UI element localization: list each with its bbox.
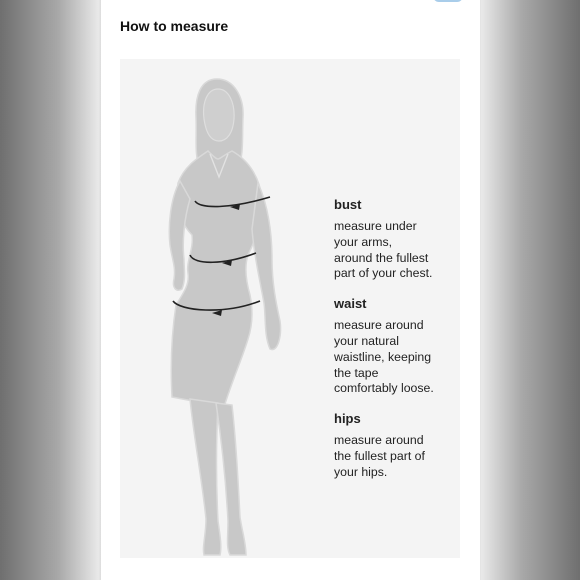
hips-section — [334, 411, 458, 480]
waist-desc: measure around your natural waistline, keeping the tape comfortably loose. — [334, 318, 434, 396]
woman-silhouette-icon — [120, 59, 320, 558]
left-arm — [169, 181, 190, 290]
hips-desc: measure around the fullest part of your hips. — [334, 433, 425, 479]
bust-section — [334, 197, 458, 282]
right-arm — [252, 183, 281, 350]
face-shape — [204, 89, 235, 141]
left-leg — [190, 399, 221, 555]
bust-desc: measure under your arms, around the fullest part of your chest. — [334, 219, 433, 281]
right-leg — [216, 403, 246, 555]
size-guide-card — [101, 0, 480, 580]
waist-title: waist — [334, 296, 367, 312]
waist-section — [334, 296, 458, 397]
bust-title: bust — [334, 197, 362, 212]
top-button-edge[interactable] — [433, 0, 463, 2]
page-title: How to measure — [120, 18, 229, 34]
measure-panel — [120, 59, 460, 558]
measure-legend — [334, 197, 458, 495]
hips-title: hips — [334, 411, 361, 427]
